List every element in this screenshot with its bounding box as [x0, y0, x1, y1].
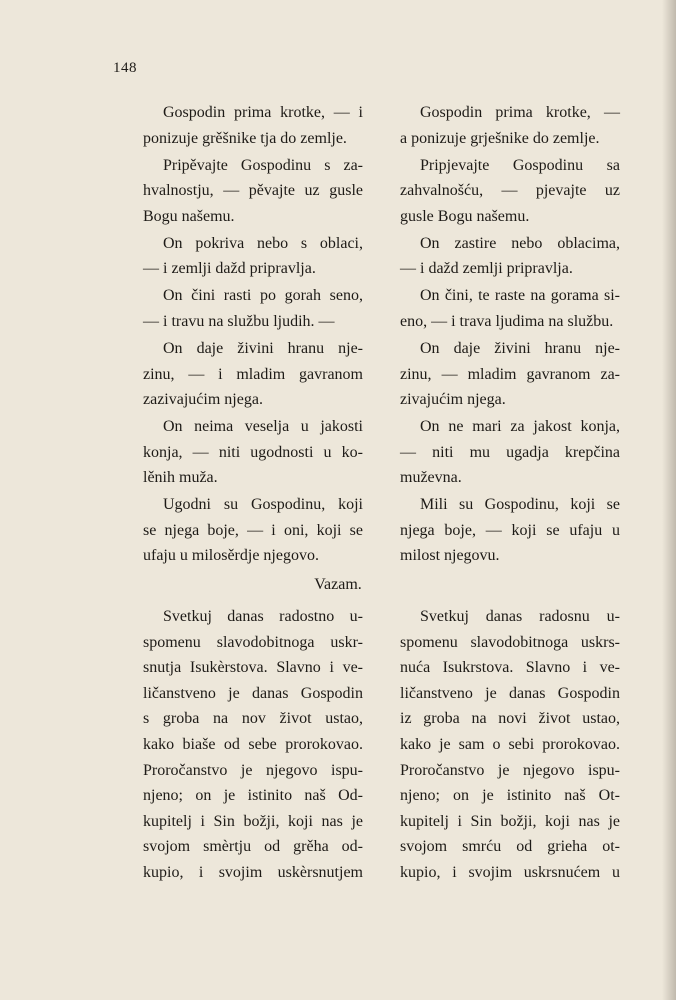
text-line: kupitelj i Sin božji, koji nas je	[143, 812, 363, 830]
text-line: Pripjevajte Gospodinu sa	[420, 156, 620, 174]
text-line: Gospodin prima krotke, — i	[163, 104, 363, 121]
text-line: On čini, te raste na gorama si-	[420, 287, 620, 305]
text-line: njega boje, — koji se ufaju u	[400, 521, 620, 539]
stanza	[143, 153, 363, 230]
text-line: On čini rasti po gorah seno,	[163, 287, 363, 305]
text-line: snutja Isukèrstova. Slavno i ve-	[143, 659, 363, 677]
stanza	[400, 604, 620, 886]
text-line: kako biaše od sebe prorokovao.	[143, 735, 363, 753]
text-line: zinu, — mladim gavranom za-	[400, 365, 620, 383]
text-line: lěnih muža.	[143, 469, 218, 487]
text-line: zivajućim njega.	[400, 391, 506, 409]
text-line: spomenu slavodobitnoga uskr-	[143, 633, 363, 651]
text-line: iz groba na novi život ustao,	[400, 710, 620, 728]
text-line: — niti mu ugadja krepčina	[400, 443, 620, 461]
text-line: svojom smèrtju od grěha od-	[143, 838, 363, 856]
text-line: Proročanstvo je njegovo ispu-	[143, 761, 363, 779]
top-right-column	[400, 100, 620, 570]
bottom-right-column	[400, 604, 620, 887]
stanza	[143, 492, 363, 569]
text-line: — i travu na službu ljudih. —	[143, 312, 335, 330]
text-line: — i zemlji dažd pripravlja.	[143, 260, 316, 278]
text-line: se njega boje, — i oni, koji se	[143, 521, 363, 539]
page-edge-shadow	[662, 0, 676, 1000]
text-line: nuća Isukrstova. Slavno i ve-	[400, 659, 620, 677]
stanza	[400, 283, 620, 334]
stanza	[400, 336, 620, 413]
text-line: Gospodin prima krotke, —	[420, 104, 620, 121]
text-line: milost njegovu.	[400, 547, 500, 565]
text-line: muževna.	[400, 469, 462, 487]
bottom-left-column	[143, 604, 363, 887]
text-line: spomenu slavodobitnoga uskrs-	[400, 633, 620, 651]
text-line: Pripěvajte Gospodinu s za-	[163, 156, 363, 174]
stanza	[400, 492, 620, 569]
text-line: Bogu našemu.	[143, 207, 235, 225]
section-heading: Vazam.	[314, 576, 362, 593]
text-line: zinu, — i mladim gavranom	[143, 365, 363, 383]
text-line: hvalnostju, — pěvajte uz gusle	[143, 182, 363, 200]
text-line: Svetkuj danas radosnu u-	[420, 608, 620, 625]
text-line: Proročanstvo je njegovo ispu-	[400, 761, 620, 779]
text-line: a ponizuje grješnike do zemlje.	[400, 129, 600, 147]
text-line: s groba na nov život ustao,	[143, 710, 363, 728]
stanza	[400, 100, 620, 151]
text-line: gusle Bogu našemu.	[400, 207, 530, 225]
text-line: On daje živini hranu nje-	[163, 339, 363, 357]
text-line: kupio, i svojim uskèrsnutjem	[143, 863, 363, 881]
stanza	[143, 231, 363, 282]
text-line: On pokriva nebo s oblaci,	[163, 234, 363, 252]
text-line: njeno; on je istinito naš Ot-	[400, 787, 620, 805]
stanza	[400, 414, 620, 491]
text-line: On daje živini hranu nje-	[420, 339, 620, 357]
text-line: Svetkuj danas radostno u-	[163, 608, 363, 625]
text-line: zahvalnošću, — pjevajte uz	[400, 182, 620, 200]
text-line: kako je sam o sebi prorokovao.	[400, 735, 620, 753]
stanza	[143, 604, 363, 886]
stanza	[143, 100, 363, 151]
text-line: kupitelj i Sin božji, koji nas je	[400, 812, 620, 830]
text-line: eno, — i trava ljudima na službu.	[400, 312, 614, 330]
stanza	[400, 153, 620, 230]
stanza	[143, 414, 363, 491]
text-line: ličanstveno je danas Gospodin	[400, 684, 620, 702]
text-line: On zastire nebo oblacima,	[420, 234, 620, 252]
text-line: svojom smrću od grieha ot-	[400, 838, 620, 856]
text-line: On ne mari za jakost konja,	[420, 418, 620, 436]
text-line: ufaju u milosěrdje njegovo.	[143, 547, 319, 565]
stanza	[143, 283, 363, 334]
stanza	[400, 231, 620, 282]
text-line: konja, — niti ugodnosti u ko-	[143, 443, 363, 461]
text-line: zazivajućim njega.	[143, 391, 263, 409]
text-line: Mili su Gospodinu, koji se	[420, 496, 620, 514]
text-line: Ugodni su Gospodinu, koji	[163, 496, 363, 514]
text-line: On neima veselja u jakosti	[163, 418, 363, 436]
stanza	[143, 336, 363, 413]
text-line: ličanstveno je danas Gospodin	[143, 684, 363, 702]
text-line: njeno; on je istinito naš Od-	[143, 787, 363, 805]
text-line: kupio, i svojim uskrsnućem u	[400, 863, 620, 881]
page-number: 148	[113, 60, 137, 76]
top-left-column	[143, 100, 363, 570]
text-line: — i dažd zemlji pripravlja.	[400, 260, 573, 278]
text-line: ponizuje grěšnike tja do zemlje.	[143, 129, 347, 147]
